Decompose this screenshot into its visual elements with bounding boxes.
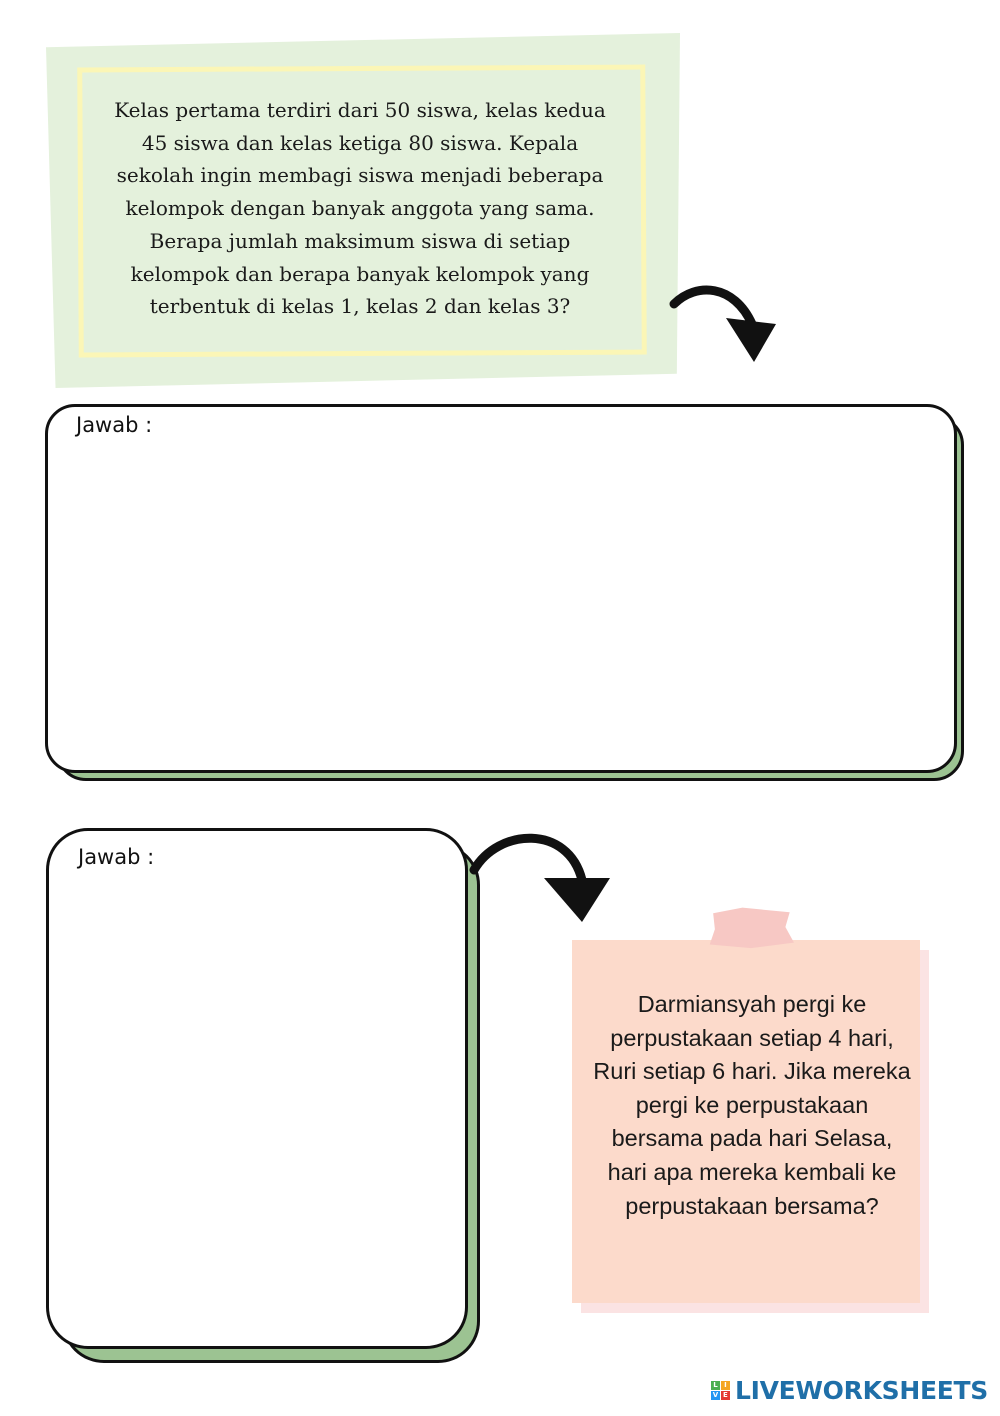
- answer-2-label: Jawab :: [78, 845, 155, 869]
- logo-letter: V: [712, 1391, 719, 1399]
- answer-1-label: Jawab :: [76, 413, 153, 437]
- logo-letter: L: [711, 1381, 720, 1390]
- problem-2-text: Darmiansyah pergi ke perpustakaan setiap 4 hari, Ruri setiap 6 hari. Jika mereka pergi ke perpustakaan bersama pada hari Selasa, hari apa mereka kembali ke perpustakaan bersama?: [593, 991, 911, 1219]
- liveworksheets-brand: [711, 1376, 988, 1405]
- brand-name: LIVEWORKSHEETS: [734, 1376, 988, 1405]
- problem-1-text: Kelas pertama terdiri dari 50 siswa, kelas kedua 45 siswa dan kelas ketiga 80 siswa. Kepala sekolah ingin membagi siswa menjadi beberapa kelompok dengan banyak anggota yang sama. Berapa jumlah maksimum siswa di setiap kelompok dan berapa banyak kelompok yang terbentuk di kelas 1, kelas 2 dan kelas 3?: [114, 98, 606, 319]
- logo-letter: I: [721, 1381, 730, 1390]
- curved-arrow-icon: [468, 826, 618, 926]
- curved-arrow-icon: [668, 278, 783, 368]
- answer-1-box[interactable]: [45, 404, 957, 773]
- logo-letter: E: [721, 1391, 730, 1400]
- answer-2-box[interactable]: [46, 828, 468, 1349]
- liveworksheets-logo-icon: [711, 1381, 730, 1400]
- tape-icon: [708, 904, 794, 950]
